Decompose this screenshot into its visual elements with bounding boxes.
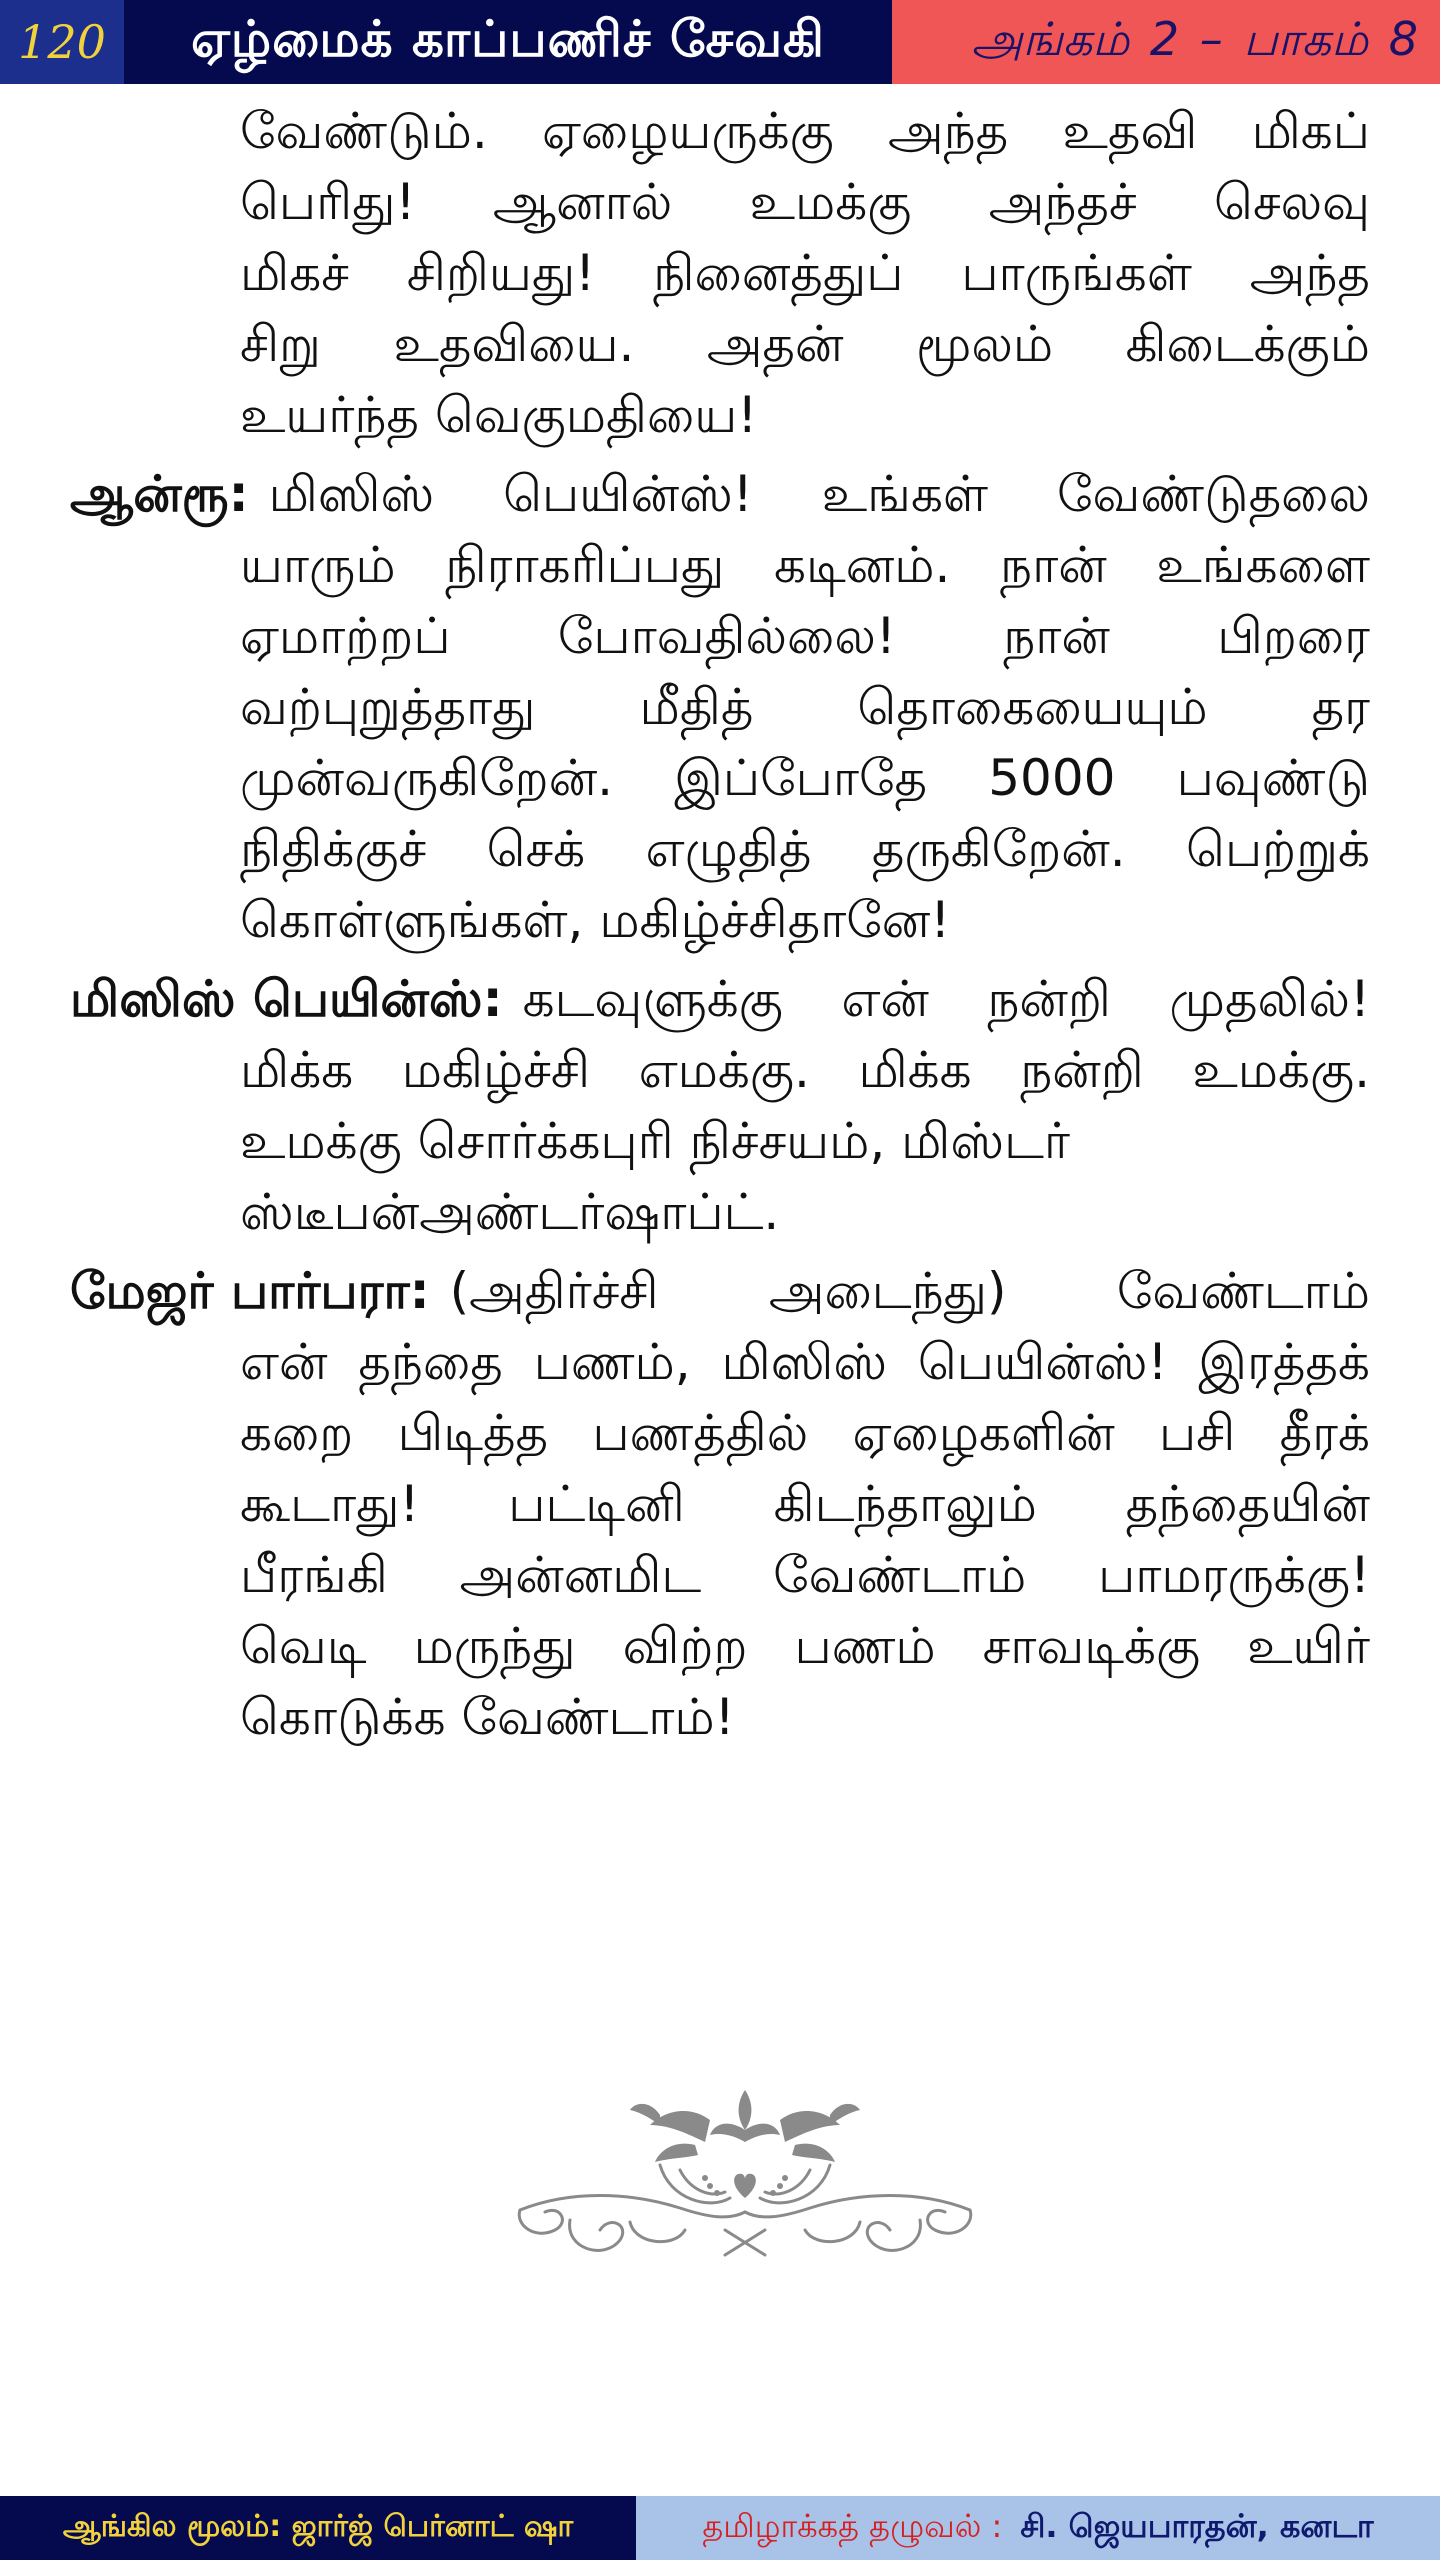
dialogue-block-continuation bbox=[70, 96, 1370, 451]
dialogue-line: மிகச் சிறியது! நினைத்துப் பாருங்கள் அந்த bbox=[240, 244, 1370, 302]
dialogue-content bbox=[70, 96, 1370, 1761]
dialogue-line: மிஸிஸ் பெயின்ஸ்! உங்கள் வேண்டுதலை bbox=[268, 465, 1370, 523]
dialogue-line: ஸ்டீபன்அண்டர்ஷாப்ட். bbox=[240, 1183, 780, 1241]
dialogue-line: கறை பிடித்த பணத்தில் ஏழைகளின் பசி தீரக் bbox=[240, 1404, 1370, 1462]
dialogue-block-mrs-baines bbox=[70, 964, 1370, 1248]
dialogue-line: மிக்க மகிழ்ச்சி எமக்கு. மிக்க நன்றி உமக்கு. bbox=[240, 1041, 1370, 1099]
page-header bbox=[0, 0, 1440, 84]
dialogue-line: கூடாது! பட்டினி கிடந்தாலும் தந்தையின் bbox=[240, 1475, 1370, 1533]
dialogue-line: என் தந்தை பணம், மிஸிஸ் பெயின்ஸ்! இரத்தக் bbox=[240, 1333, 1370, 1391]
adaptation-label: தமிழாக்கத் தழுவல் : bbox=[702, 2507, 1003, 2545]
adaptation-credit bbox=[636, 2496, 1440, 2560]
speaker-name: மேஜர் பார்பரா: bbox=[70, 1262, 430, 1320]
dialogue-line: கடவுளுக்கு என் நன்றி முதலில்! bbox=[522, 970, 1370, 1028]
dialogue-line: முன்வருகிறேன். இப்போதே 5000 பவுண்டு bbox=[240, 749, 1370, 807]
speaker-name: மிஸிஸ் பெயின்ஸ்: bbox=[70, 970, 503, 1028]
dialogue-line: கொள்ளுங்கள், மகிழ்ச்சிதானே! bbox=[240, 891, 951, 949]
dialogue-block-major-barbara bbox=[70, 1256, 1370, 1753]
dialogue-line: வெடி மருந்து விற்ற பணம் சாவடிக்கு உயிர் bbox=[240, 1617, 1370, 1675]
dialogue-line: ஏமாற்றப் போவதில்லை! நான் பிறரை bbox=[240, 607, 1370, 665]
speaker-line bbox=[70, 964, 1370, 1035]
dialogue-line: வேண்டும். ஏழையருக்கு அந்த உதவி மிகப் bbox=[240, 102, 1370, 160]
dialogue-line: உயர்ந்த வெகுமதியை! bbox=[240, 386, 758, 444]
book-title: ஏழ்மைக் காப்பணிச் சேவகி bbox=[124, 0, 892, 84]
dialogue-line: பெரிது! ஆனால் உமக்கு அந்தச் செலவு bbox=[240, 173, 1370, 231]
source-credit: ஆங்கில மூலம்: ஜார்ஜ் பெர்னாட் ஷா bbox=[0, 2496, 636, 2560]
dialogue-line: சிறு உதவியை. அதன் மூலம் கிடைக்கும் bbox=[240, 315, 1370, 373]
dialogue-block-andrew bbox=[70, 459, 1370, 956]
dialogue-line: வற்புறுத்தாது மீதித் தொகையையும் தர bbox=[240, 678, 1370, 736]
dialogue-line: பீரங்கி அன்னமிட வேண்டாம் பாமரருக்கு! bbox=[240, 1546, 1370, 1604]
dialogue-line: கொடுக்க வேண்டாம்! bbox=[240, 1688, 735, 1746]
dialogue-line: (அதிர்ச்சி அடைந்து) வேண்டாம் bbox=[449, 1262, 1370, 1320]
dialogue-line: உமக்கு சொர்க்கபுரி நிச்சயம், மிஸ்டர் bbox=[240, 1112, 1071, 1170]
speaker-line bbox=[70, 459, 1370, 530]
page-footer bbox=[0, 2496, 1440, 2560]
speaker-name: ஆன்ரூ: bbox=[70, 465, 249, 523]
dialogue-line: நிதிக்குச் செக் எழுதித் தருகிறேன். பெற்றுக் bbox=[240, 820, 1370, 878]
speaker-line bbox=[70, 1256, 1370, 1327]
dialogue-line: யாரும் நிராகரிப்பது கடினம். நான் உங்களை bbox=[240, 536, 1370, 594]
page-number: 120 bbox=[0, 0, 124, 84]
act-part-label: அங்கம் 2 – பாகம் 8 bbox=[892, 0, 1440, 84]
adaptation-name: சி. ஜெயபாரதன், கனடா bbox=[1020, 2507, 1374, 2545]
floral-scroll-divider-icon bbox=[510, 2080, 980, 2270]
